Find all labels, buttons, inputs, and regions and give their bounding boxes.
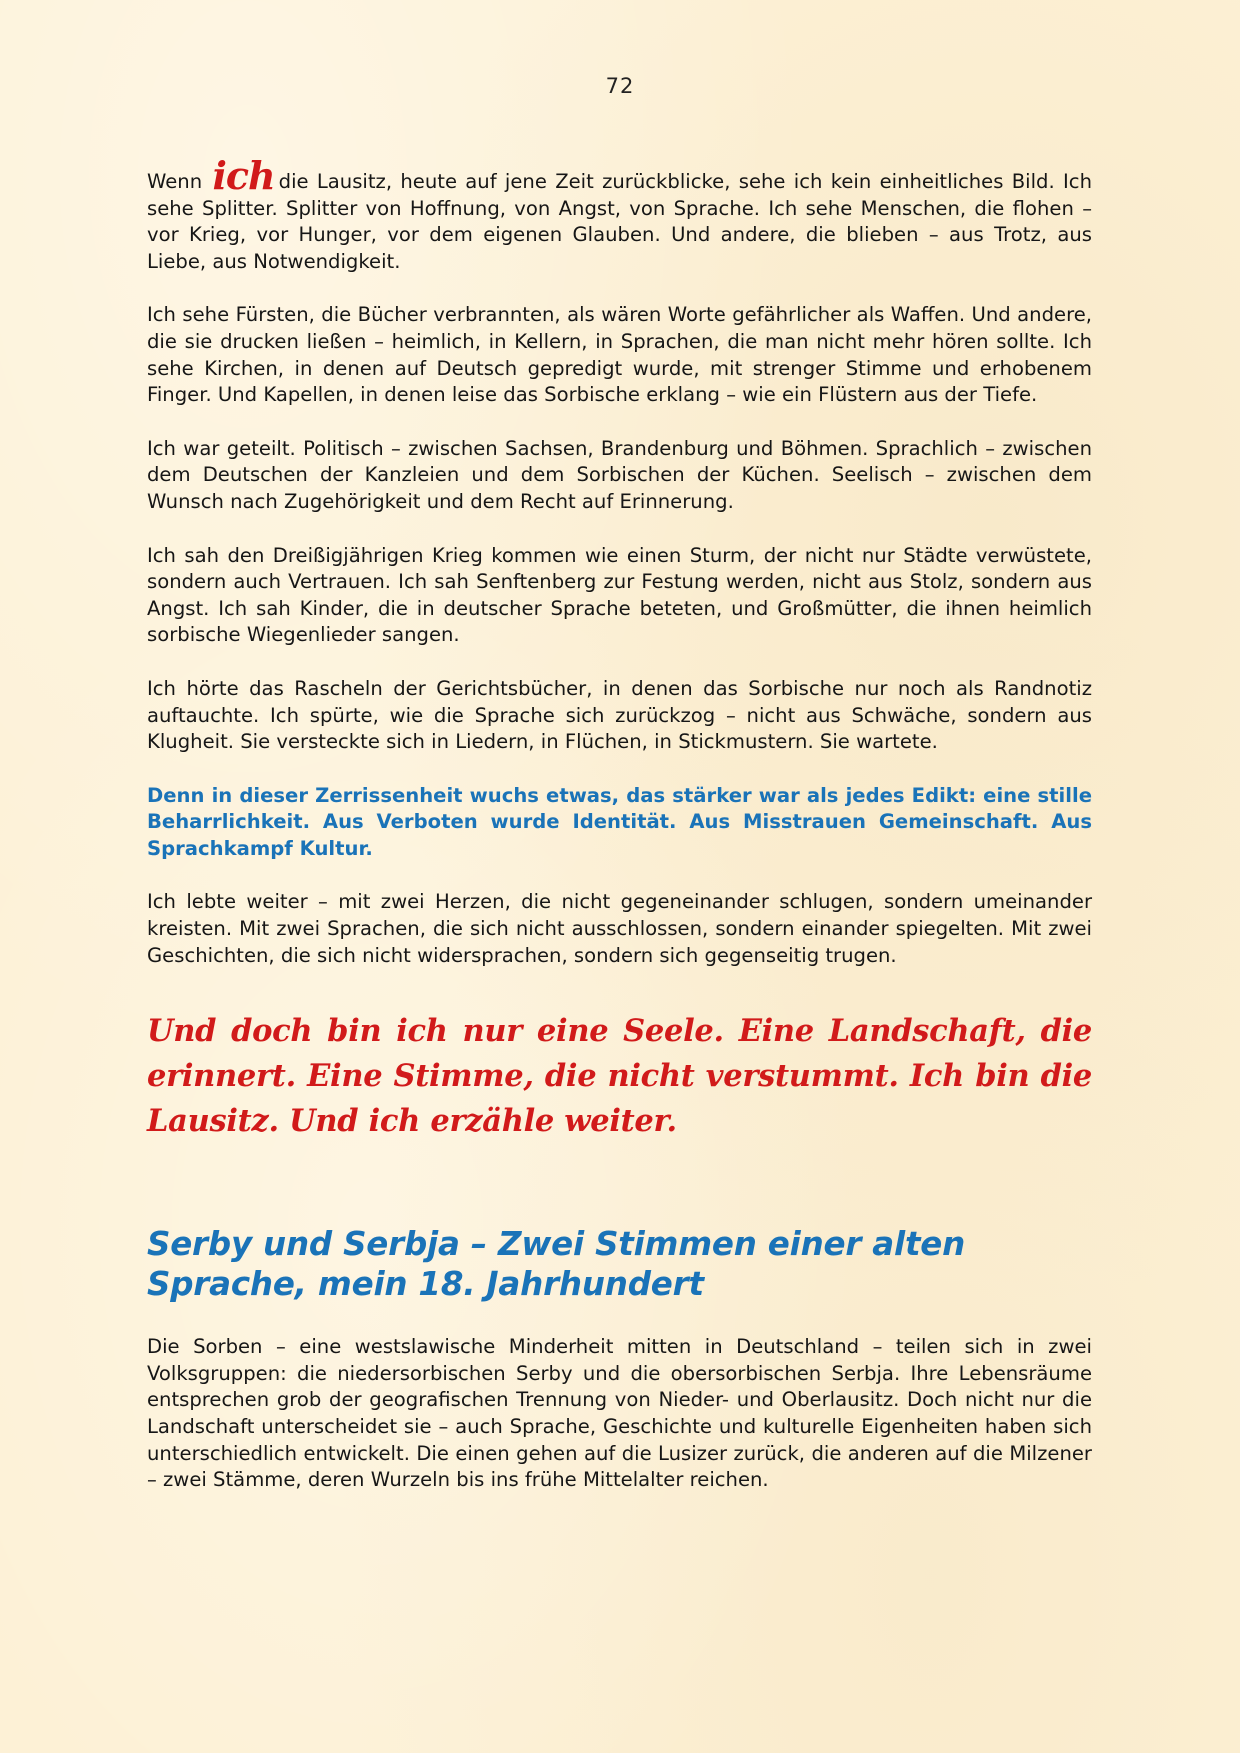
intro-paragraph [147,153,1092,275]
intro-rest-text: die Lausitz, heute auf jene Zeit zurückblicke, sehe ich kein einheitliches Bild. Ich sehe Splitter. Splitter von Hoffnung, von Angst, von Sprache. Ich sehe Menschen, die flohen – vor Krieg, vor Hunger, vor dem eigenen Glauben. Und andere, die blieben – aus Trotz, aus Liebe, aus Notwendigkeit. [147,170,1092,273]
section-body-paragraph: Die Sorben – eine westslawische Minderheit mitten in Deutschland – teilen sich in zwei Volksgruppen: die niedersorbischen Serby und die obersorbischen Serbja. Ihre Lebensräume entsprechen grob der geografischen Trennung von Nieder- und Oberlausitz. Doch nicht nur die Landschaft unterscheidet sie – auch Sprache, Geschichte und kulturelle Eigenheiten haben sich unterschiedlich entwickelt. Die einen gehen auf die Lusizer zurück, die anderen auf die Milzener – zwei Stämme, deren Wurzeln bis ins frühe Mittelalter reichen. [147,1335,1092,1492]
body-paragraph-4: Ich hörte das Rascheln der Gerichtsbücher, in denen das Sorbische nur noch als Randnotiz auftauchte. Ich spürte, wie die Sprache sich zurückzog – nicht aus Schwäche, sondern aus Klugheit. Sie versteckte sich in Liedern, in Flüchen, in Stickmustern. Sie wartete. [147,676,1092,754]
closing-quote: Und doch bin ich nur eine Seele. Eine Landschaft, die erinnert. Eine Stimme, die nicht verstummt. Ich bin die Lausitz. Und ich erzähle weiter. [147,1013,1092,1140]
body-paragraph-3: Ich sah den Dreißigjährigen Krieg kommen wie einen Sturm, der nicht nur Städte verwüstete, sondern auch Vertrauen. Ich sah Senftenberg zur Festung werden, nicht aus Stolz, sondern aus Angst. Ich sah Kinder, die in deutscher Sprache beteten, und Großmütter, die ihnen heimlich sorbische Wiegenlieder sangen. [147,543,1092,647]
intro-accent-word: ich [212,153,275,198]
body-paragraph-1: Ich sehe Fürsten, die Bücher verbrannten, als wären Worte gefährlicher als Waffen. Und andere, die sie drucken ließen – heimlich, in Kellern, in Sprachen, die man nicht mehr hören sollte. Ich sehe Kirchen, in denen auf Deutsch gepredigt wurde, mit strenger Stimme und erhobenem Finger. Und Kapellen, in denen leise das Sorbische erklang – wie ein Flüstern aus der Tiefe. [147,303,1092,407]
body-paragraph-6: Ich lebte weiter – mit zwei Herzen, die nicht gegeneinander schlugen, sondern umeinander kreisten. Mit zwei Sprachen, die sich nicht ausschlossen, sondern einander spiegelten. Mit zwei Geschichten, die sich nicht widersprachen, sondern sich gegenseitig trugen. [147,890,1092,967]
body-paragraph-2: Ich war geteilt. Politisch – zwischen Sachsen, Brandenburg und Böhmen. Sprachlich – zwischen dem Deutschen der Kanzleien und dem Sorbischen der Küchen. Seelisch – zwischen dem Wunsch nach Zugehörigkeit und dem Recht auf Erinnerung. [147,436,1092,513]
section-heading: Serby und Serbja – Zwei Stimmen einer alten Sprache, mein 18. Jahrhundert [147,1225,966,1304]
intro-lead-word: Wenn [147,170,203,193]
page-number: 72 [605,74,635,98]
page-content [147,153,1092,1521]
highlighted-paragraph: Denn in dieser Zerrissenheit wuchs etwas, das stärker war als jedes Edikt: eine stille Beharrlichkeit. Aus Verboten wurde Identität. Aus Misstrauen Gemeinschaft. Aus Sprachkampf Kultur. [147,783,1092,860]
